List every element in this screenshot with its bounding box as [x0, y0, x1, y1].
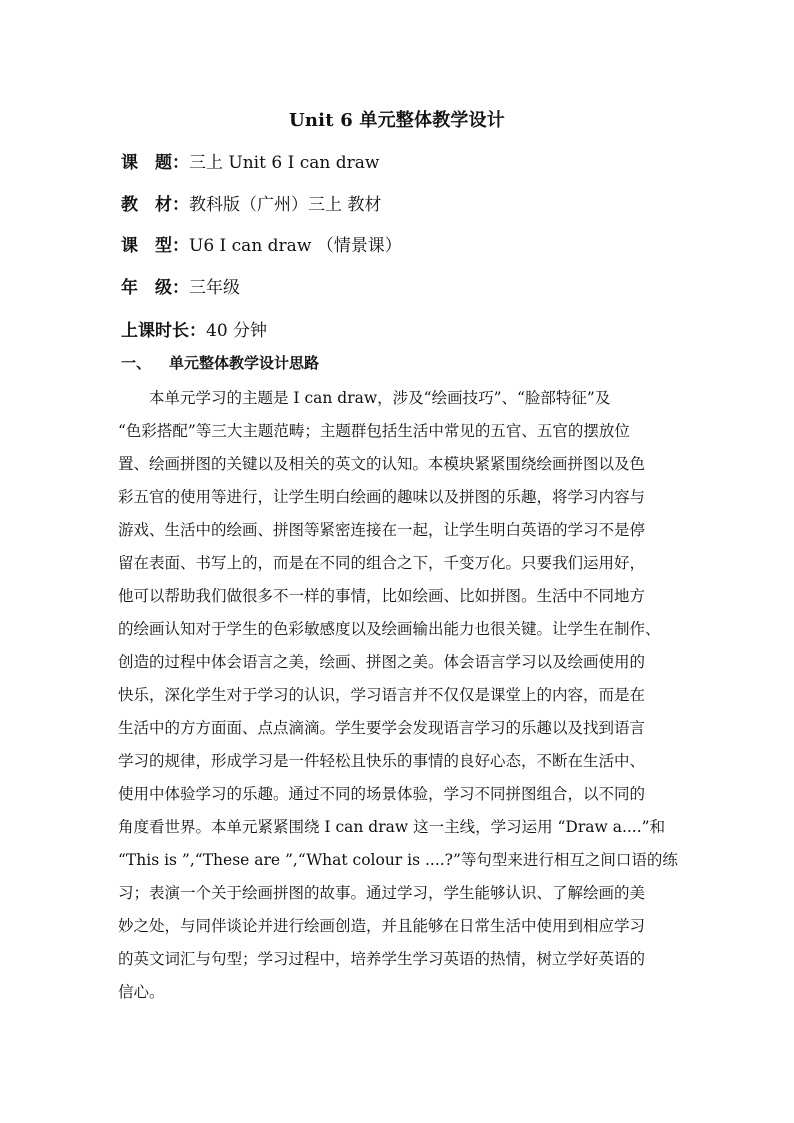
info-label: 年 级： [121, 278, 189, 298]
paragraph-line: 习；表演一个关于绘画拼图的故事。通过学习，学生能够认识、了解绘画的美 [118, 884, 646, 902]
info-row-grade [121, 273, 240, 298]
info-row-duration [121, 316, 267, 341]
paragraph-line: 创造的过程中体会语言之美，绘画、拼图之美。体会语言学习以及绘画使用的 [118, 653, 646, 671]
paragraph-line: 的绘画认知对于学生的色彩敏感度以及绘画输出能力也很关键。让学生在制作、 [118, 620, 661, 638]
info-value: 40 分钟 [206, 321, 268, 341]
paragraph-line: 快乐，深化学生对于学习的认识，学习语言并不仅仅是课堂上的内容，而是在 [118, 686, 646, 704]
paragraph-line: 的英文词汇与句型；学习过程中，培养学生学习英语的热情，树立学好英语的 [118, 950, 646, 968]
paragraph-line: 学习的规律，形成学习是一件轻松且快乐的事情的良好心态，不断在生活中、 [118, 752, 646, 770]
info-label: 教 材： [121, 195, 189, 215]
info-row-lesson-type [121, 231, 402, 256]
section-number: 一、 [121, 354, 152, 372]
paragraph-line: 信心。 [118, 983, 165, 1001]
paragraph-line: 留在表面、书写上的，而是在不同的组合之下，千变万化。只要我们运用好， [118, 554, 646, 572]
info-label: 课 型： [121, 236, 189, 256]
info-value: 教科版（广州）三上 教材 [189, 195, 382, 215]
paragraph-line: “色彩搭配”等三大主题范畴；主题群包括生活中常见的五官、五官的摆放位 [118, 422, 630, 440]
paragraph-line: 生活中的方方面面、点点滴滴。学生要学会发现语言学习的乐趣以及找到语言 [118, 719, 646, 737]
paragraph-line: 彩五官的使用等进行，让学生明白绘画的趣味以及拼图的乐趣，将学习内容与 [118, 488, 646, 506]
paragraph-line: 角度看世界。本单元紧紧围绕 I can draw 这一主线，学习运用 “Draw a....”和 [118, 818, 666, 836]
info-label: 上课时长： [121, 321, 206, 341]
paragraph-line: 使用中体验学习的乐趣。通过不同的场景体验，学习不同拼图组合，以不同的 [118, 785, 646, 803]
paragraph-line: 游戏、生活中的绘画、拼图等紧密连接在一起，让学生明白英语的学习不是停 [118, 521, 646, 539]
info-value: 三年级 [189, 278, 240, 298]
paragraph-line: 置、绘画拼图的关键以及相关的英文的认知。本模块紧紧围绕绘画拼图以及色 [118, 455, 646, 473]
section-title: 单元整体教学设计思路 [169, 354, 320, 372]
info-value: 三上 Unit 6 I can draw [189, 153, 380, 173]
info-row-topic [121, 148, 379, 173]
info-row-textbook [121, 190, 381, 215]
paragraph-line: 他可以帮助我们做很多不一样的事情，比如绘画、比如拼图。生活中不同地方 [118, 587, 646, 605]
section-heading [121, 352, 319, 373]
paragraph-line: 本单元学习的主题是 I can draw，涉及“绘画技巧”、“脸部特征”及 [118, 389, 611, 407]
info-label: 课 题： [121, 153, 189, 173]
paragraph-line: 妙之处，与同伴谈论并进行绘画创造，并且能够在日常生活中使用到相应学习 [118, 917, 646, 935]
paragraph-line: “This is ”,“These are ”,“What colour is ....?”等句型来进行相互之间口语的练 [118, 851, 678, 869]
document-title: Unit 6 单元整体教学设计 [289, 110, 505, 131]
info-value: U6 I can draw （情景课） [189, 236, 402, 256]
